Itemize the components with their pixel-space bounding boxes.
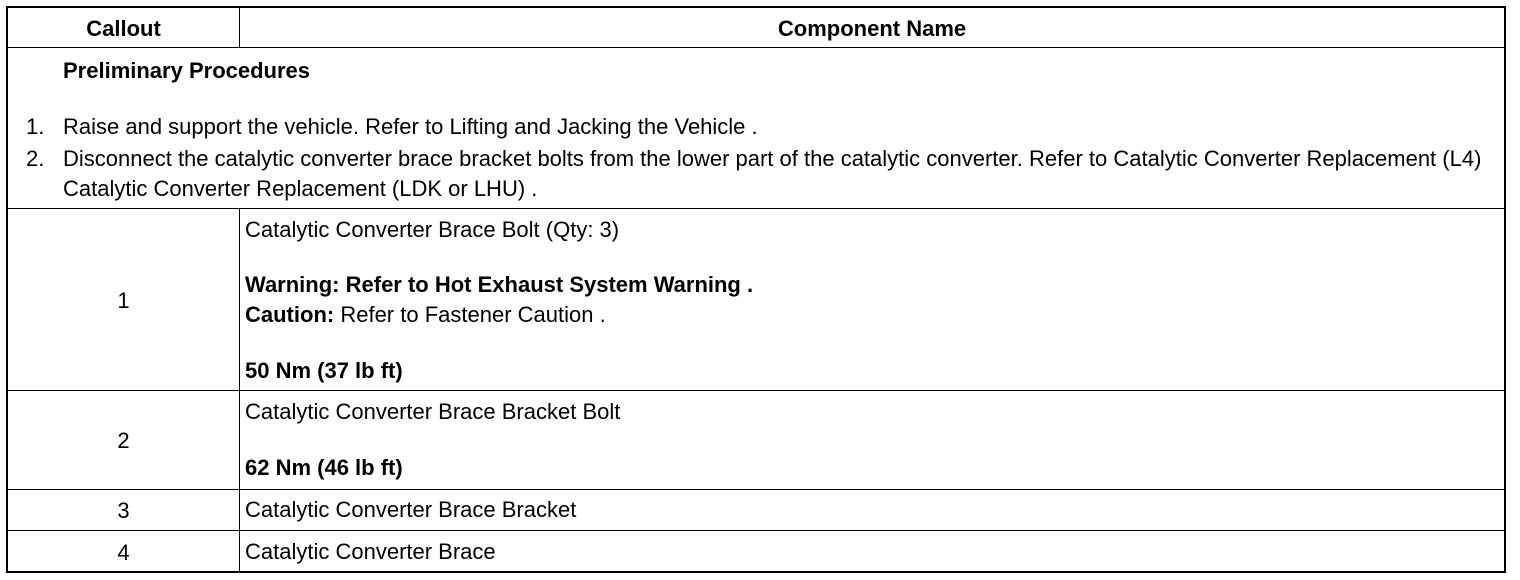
step-text: Disconnect the catalytic converter brace bracket bolts from the lower part of the catalytic converter. Refer to Catalytic Converter Replacement (L4) Catalytic Converter Replacement (LDK or LHU) . bbox=[63, 146, 1482, 201]
callout-number: 1 bbox=[117, 288, 130, 313]
component-name: Catalytic Converter Brace Bracket Bolt bbox=[245, 399, 621, 424]
procedure-step bbox=[8, 144, 1504, 206]
callout-number: 2 bbox=[117, 428, 130, 453]
header-divider bbox=[8, 47, 1504, 48]
caution-text: Refer to Fastener Caution . bbox=[340, 302, 606, 327]
caution-label: Caution: bbox=[245, 302, 335, 327]
component-name: Catalytic Converter Brace Bolt (Qty: 3) bbox=[245, 217, 620, 242]
column-divider bbox=[239, 208, 240, 571]
step-number: 1. bbox=[26, 114, 45, 139]
row-divider bbox=[8, 530, 1504, 531]
step-text: Raise and support the vehicle. Refer to Lifting and Jacking the Vehicle . bbox=[63, 114, 758, 139]
step-number: 2. bbox=[26, 146, 45, 171]
row-divider bbox=[8, 489, 1504, 490]
callout-number: 3 bbox=[117, 498, 130, 523]
component-name: Catalytic Converter Brace bbox=[245, 539, 496, 564]
row-divider bbox=[8, 208, 1504, 209]
preliminary-procedures-title: Preliminary Procedures bbox=[63, 58, 311, 83]
torque-spec: 50 Nm (37 lb ft) bbox=[245, 358, 403, 383]
row-divider bbox=[8, 390, 1504, 391]
callout-number: 4 bbox=[117, 540, 130, 565]
caution-note bbox=[245, 300, 606, 330]
procedure-table bbox=[6, 6, 1506, 573]
warning-text: Refer to Hot Exhaust System Warning . bbox=[345, 272, 754, 297]
header-component-name: Component Name bbox=[777, 16, 967, 41]
procedure-step bbox=[8, 112, 1504, 142]
warning-label: Warning: bbox=[245, 272, 340, 297]
torque-spec: 62 Nm (46 lb ft) bbox=[245, 455, 403, 480]
component-name: Catalytic Converter Brace Bracket bbox=[245, 497, 577, 522]
header-callout: Callout bbox=[86, 16, 161, 41]
warning-note bbox=[245, 270, 753, 300]
